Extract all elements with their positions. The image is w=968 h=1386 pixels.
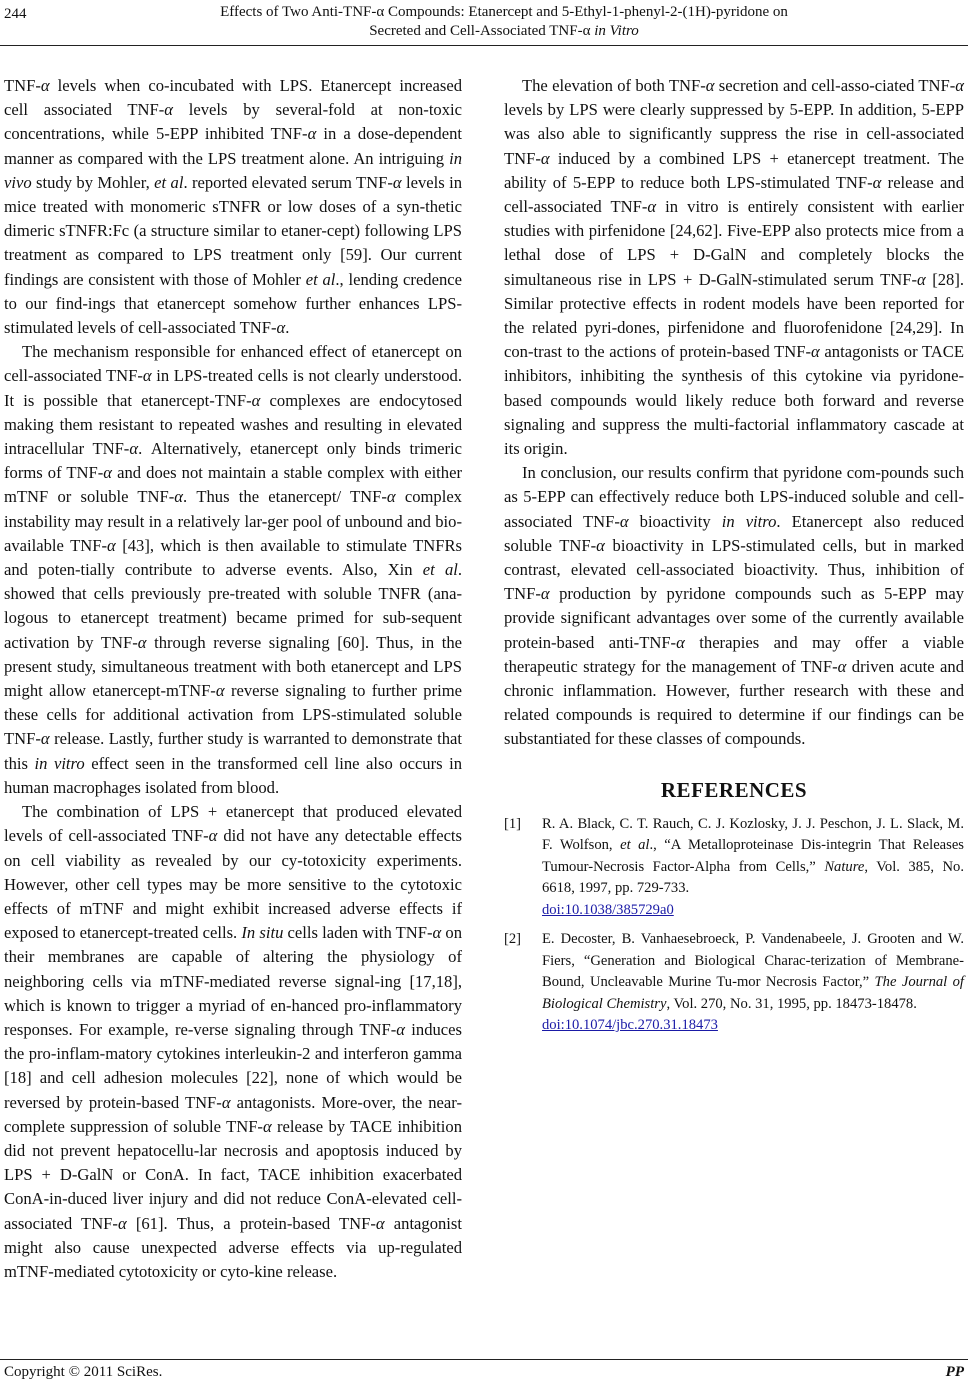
references-heading: REFERENCES: [660, 777, 808, 802]
paragraph: In conclusion, our results confirm that pyridone com-pounds such as 5-EPP can effectively reduce both LPS-induced soluble and cell-associated TNF-α bioactivity in vitro. Etanercept also reduced soluble TNF-α bioactivity in LPS-stimulated cells, but in marked contrast, elevated cell-associated bioactivity. Thus, inhibition of TNF-α production by pyridone compounds such as 5-EPP may provide significant advantages over some of the currently available protein-based anti-TNF-α therapies and may offer a viable therapeutic strategy for the management of TNF-α driven acute and chronic inflammation. However, further research with these and related compounds is required to determine if our findings can be substantiated for these classes of compounds.: [504, 463, 964, 749]
page-number: 244: [4, 6, 27, 22]
journal-abbreviation: PP: [945, 1364, 964, 1380]
copyright-notice: Copyright © 2011 SciRes.: [4, 1364, 163, 1380]
paragraph: The mechanism responsible for enhanced effect of etanercept on cell-associated TNF-α in LPS-treated cells is not clearly understood. It is possible that etanercept-TNF-α complexes are endocytosed making them resistant to repeated washes and resulting in elevated intracellular TNF-α. Alternatively, etanercept only binds trimeric forms of TNF-α and does not maintain a stable complex with either mTNF or soluble TNF-α. Thus the etanercept/ TNF-α complex instability may result in a relatively lar-ger pool of unbound and bio-available TNF-α [43], which is then available to stimulate TNFRs and poten-tially contribute to adverse events. Also, Xin et al. showed that cells previously pre-treated with soluble TNFR (ana-logous to etanercept treatment) became primed for sub-sequent activation by TNF-α through reverse signaling [60]. Thus, in the present study, simultaneous treatment with both etanercept and LPS might allow etanercept-mTNF-α reverse signaling to further prime these cells for additional activation from LPS-stimulated soluble TNF-α release. Lastly, further study is warranted to demonstrate that this in vitro effect seen in the transformed cell line also occurs in human macrophages isolated from blood.: [4, 342, 463, 797]
reference-item: [504, 814, 964, 922]
reference-number: [1]: [504, 815, 522, 832]
running-head-line: Secreted and Cell-Associated TNF-α in Vitro: [369, 23, 639, 39]
doi-link[interactable]: doi:10.1074/jbc.270.31.18473: [542, 1017, 718, 1034]
left-column: [4, 74, 462, 1284]
footer-divider: [0, 1359, 968, 1360]
paragraph: The elevation of both TNF-α secretion and cell-asso-ciated TNF-α levels by LPS were clearly suppressed by 5-EPP. In addition, 5-EPP was also able to significantly suppress the rise in cell-associated TNF-α induced by a combined LPS + etanercept treatment. The ability of 5-EPP to reduce both LPS-stimulated TNF-α release and cell-associated TNF-α in vitro is entirely consistent with earlier studies with pirfenidone [24,62]. Five-EPP also protects mice from a lethal dose of LPS + D-GalN and completely blocks the simultaneous rise in LPS + D-GalN-stimulated serum TNF-α [28]. Similar protective effects in rodent models have been reported for the related pyri-dones, pirfenidone and fluorofenidone [24,29]. In con-trast to the actions of protein-based TNF-α antagonists or TACE inhibitors, inhibiting the synthesis of this cytokine via pyridone-based compounds would likely reduce both forward and reverse signaling and suppress the multi-factorial inflammatory cascade at its origin.: [504, 76, 965, 459]
paragraph: The combination of LPS + etanercept that produced elevated levels of cell-associated TNF-α did not have any detectable effects on cell viability as revealed by our cy-totoxicity experiments. However, other cell types may be more sensitive to the cytotoxic effects of mTNF and might exhibit increased adverse effects if exposed to etanercept-treated cells. In situ cells laden with TNF-α on their membranes are capable of altering the physiology of neighboring cells via mTNF-mediated reverse signal-ing [17,18], which is known to trigger a myriad of en-hanced pro-inflammatory responses. For example, re-verse signaling through TNF-α induces the pro-inflam-matory cytokines interleukin-2 and interferon gamma [18] and cell adhesion molecules [22], none of which would be reversed by protein-based TNF-α antagonists. More-over, the near-complete suppression of soluble TNF-α release by TACE inhibition did not prevent hepatocellu-lar necrosis and apoptosis induced by LPS + D-GalN or ConA. In fact, TACE inhibition exacerbated ConA-in-duced liver injury and did not reduce ConA-elevated cell-associated TNF-α [61]. Thus, a protein-based TNF-α antagonist might also cause unexpected adverse effects via up-regulated mTNF-mediated cytotoxicity or cyto-kine release.: [4, 802, 463, 1281]
running-head: [100, 3, 908, 41]
running-head-line: Effects of Two Anti-TNF-α Compounds: Etanercept and 5-Ethyl-1-phenyl-2-(1H)-pyridone on: [220, 4, 788, 20]
reference-item: [504, 929, 964, 1037]
right-column: [504, 74, 964, 1045]
doi-link[interactable]: doi:10.1038/385729a0: [542, 901, 674, 918]
header-divider: [0, 45, 968, 46]
reference-text: E. Decoster, B. Vanhaesebroeck, P. Vandenabeele, J. Grooten and W. Fiers, “Generation and Biological Charac-terization of Membrane-Bound, Uncleavable Murine Tu-mor Necrosis Factor,” The Journal of Biological Chemistry, Vol. 270, No. 31, 1995, pp. 18473-18478. doi:10.1074/jbc.270.31.18473: [542, 931, 964, 1034]
paragraph: TNF-α levels when co-incubated with LPS. Etanercept increased cell associated TNF-α levels by several-fold at non-toxic concentrations, while 5-EPP inhibited TNF-α in a dose-dependent manner as compared with the LPS treatment alone. An intriguing in vivo study by Mohler, et al. reported elevated serum TNF-α levels in mice treated with monomeric sTNFR or low doses of a syn-thetic dimeric sTNFR:Fc (a structure similar to etaner-cept) following LPS treatment as compared to LPS treatment only [59]. Our current findings are consistent with those of Mohler et al., lending credence to our find-ings that etanercept somehow further enhances LPS-stimulated levels of cell-associated TNF-α.: [4, 76, 463, 338]
reference-number: [2]: [504, 931, 522, 948]
reference-text: R. A. Black, C. T. Rauch, C. J. Kozlosky, J. J. Peschon, J. L. Slack, M. F. Wolfson, et al., “A Metalloproteinase Dis-integrin That Releases Tumour-Necrosis Factor-Alpha from Cells,” Nature, Vol. 385, No. 6618, 1997, pp. 729-733. doi:10.1038/385729a0: [542, 815, 964, 918]
